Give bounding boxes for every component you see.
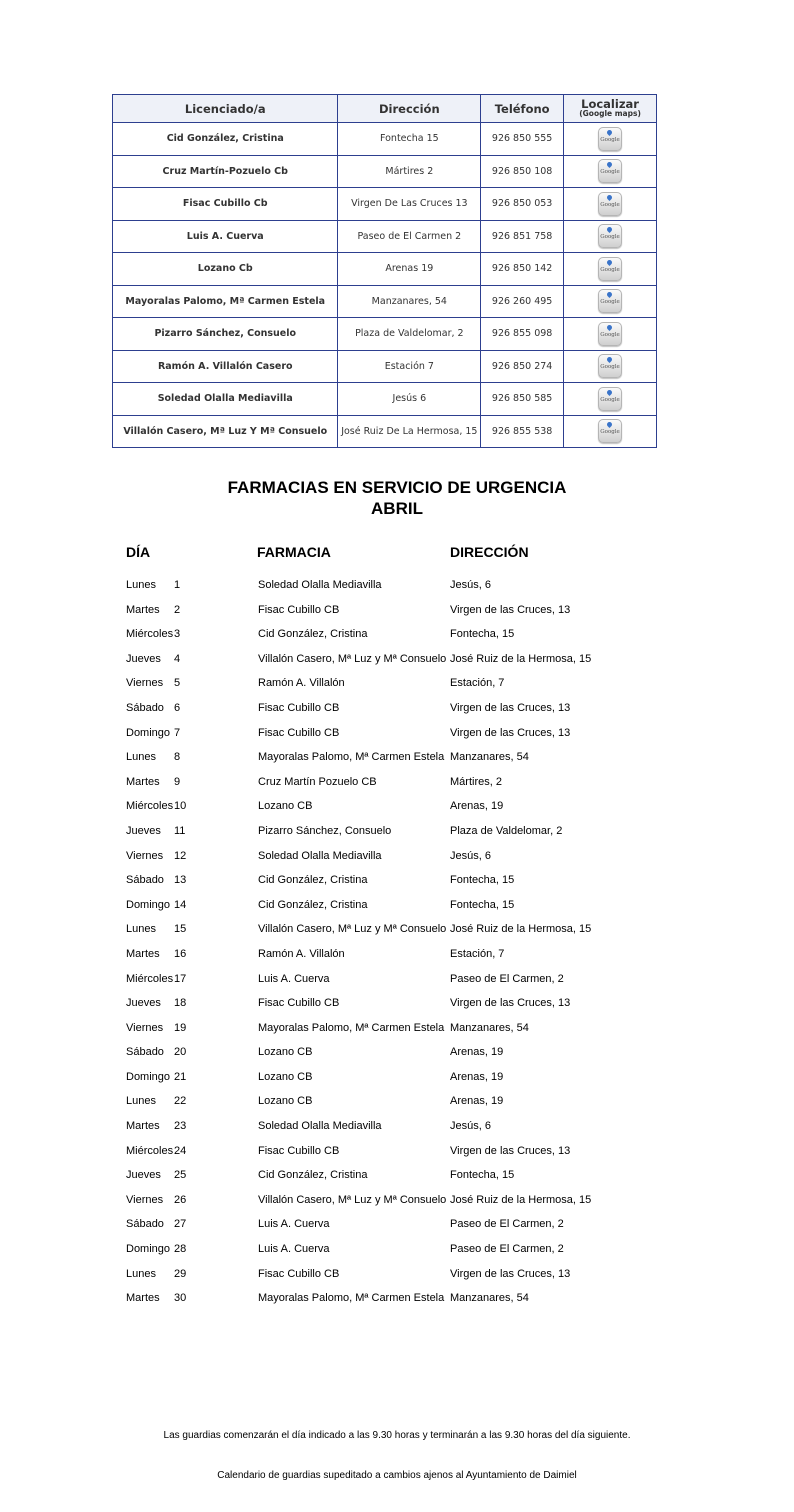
localizar-cell <box>564 188 657 221</box>
schedule-address: Virgen de las Cruces, 13 <box>450 726 571 739</box>
map-pin-icon <box>606 226 613 233</box>
schedule-day: Lunes <box>126 1095 156 1108</box>
schedule-row <box>0 945 794 970</box>
schedule-pharmacy: Lozano CB <box>258 1070 313 1083</box>
map-pin-icon <box>606 259 613 266</box>
schedule-date: 11 <box>174 824 186 837</box>
google-icon-label: Google <box>600 266 620 273</box>
schedule-address: Virgen de las Cruces, 13 <box>450 701 571 714</box>
schedule-pharmacy: Luis A. Cuerva <box>258 1218 330 1231</box>
pharmacist-name: Pizarro Sánchez, Consuelo <box>113 318 338 351</box>
schedule-date: 25 <box>174 1169 187 1182</box>
schedule-day: Domingo <box>126 898 171 911</box>
google-icon-label: Google <box>600 396 620 403</box>
schedule-row <box>0 1019 794 1044</box>
schedule-pharmacy: Ramón A. Villalón <box>258 947 345 960</box>
map-pin-icon <box>606 356 613 363</box>
google-maps-icon[interactable] <box>598 419 622 443</box>
schedule-row <box>0 1215 794 1240</box>
map-pin-icon <box>606 421 613 428</box>
schedule-row <box>0 674 794 699</box>
schedule-date: 30 <box>174 1292 187 1305</box>
footer-note-hours: Las guardias comenzarán el día indicado a las 9.30 horas y terminarán a las 9.30 horas del día siguiente. <box>163 1430 631 1441</box>
pharmacist-name: Cruz Martín-Pozuelo Cb <box>113 155 338 188</box>
header-direccion: Dirección <box>338 95 481 123</box>
table-row <box>113 123 657 156</box>
schedule-header-farmacia: FARMACIA <box>257 544 331 560</box>
schedule-day: Jueves <box>126 824 161 837</box>
schedule-pharmacy: Lozano CB <box>258 1046 313 1059</box>
schedule-date: 26 <box>174 1193 187 1206</box>
schedule-address: Mártires, 2 <box>450 775 502 788</box>
schedule-date: 27 <box>174 1218 187 1231</box>
schedule-day: Miércoles <box>126 800 174 813</box>
schedule-day: Martes <box>126 603 160 616</box>
header-localizar <box>564 95 657 123</box>
pharmacy-address: Fontecha 15 <box>338 123 481 156</box>
table-row <box>113 350 657 383</box>
schedule-date: 2 <box>174 603 181 616</box>
schedule-row <box>0 920 794 945</box>
schedule-day: Martes <box>126 1120 160 1133</box>
schedule-date: 16 <box>174 947 187 960</box>
schedule-day: Sábado <box>126 1046 164 1059</box>
schedule-address: Fontecha, 15 <box>450 898 515 911</box>
localizar-cell <box>564 123 657 156</box>
map-pin-icon <box>606 324 613 331</box>
schedule-day: Miércoles <box>126 628 174 641</box>
schedule-pharmacy: Fisac Cubillo CB <box>258 603 340 616</box>
schedule-pharmacy: Soledad Olalla Mediavilla <box>258 579 382 591</box>
google-maps-icon[interactable] <box>598 257 622 281</box>
schedule-list <box>0 576 794 1314</box>
pharmacy-phone: 926 260 495 <box>481 285 564 318</box>
schedule-day: Jueves <box>126 652 161 665</box>
pharmacist-name: Villalón Casero, Mª Luz Y Mª Consuelo <box>113 415 338 448</box>
localizar-cell <box>564 383 657 416</box>
pharmacy-phone: 926 855 098 <box>481 318 564 351</box>
pharmacy-table-body <box>113 123 657 448</box>
google-maps-icon[interactable] <box>598 159 622 183</box>
pharmacist-name: Luis A. Cuerva <box>113 220 338 253</box>
schedule-row <box>0 601 794 626</box>
schedule-date: 23 <box>174 1120 187 1133</box>
header-localizar-sub: (Google maps) <box>579 108 641 118</box>
schedule-day: Domingo <box>126 1070 171 1083</box>
schedule-row <box>0 576 794 601</box>
schedule-pharmacy: Fisac Cubillo CB <box>258 997 340 1010</box>
google-icon-label: Google <box>600 331 620 338</box>
pharmacy-address: Jesús 6 <box>338 383 481 416</box>
schedule-row <box>0 822 794 847</box>
pharmacy-phone: 926 850 585 <box>481 383 564 416</box>
schedule-pharmacy: Fisac Cubillo CB <box>258 701 340 714</box>
schedule-date: 18 <box>174 997 187 1010</box>
schedule-pharmacy: Cid González, Cristina <box>258 874 368 887</box>
localizar-cell <box>564 155 657 188</box>
schedule-date: 5 <box>174 677 181 690</box>
schedule-address: Plaza de Valdelomar, 2 <box>450 824 563 837</box>
map-pin-icon <box>606 194 613 201</box>
schedule-address: Virgen de las Cruces, 13 <box>450 603 571 616</box>
schedule-row <box>0 797 794 822</box>
schedule-address: Arenas, 19 <box>450 800 504 813</box>
schedule-date: 14 <box>174 898 187 911</box>
schedule-row <box>0 1043 794 1068</box>
schedule-pharmacy: Mayoralas Palomo, Mª Carmen Estela <box>258 1021 445 1034</box>
schedule-address: Virgen de las Cruces, 13 <box>450 997 571 1010</box>
schedule-day: Viernes <box>126 677 164 690</box>
schedule-address: Estación, 7 <box>450 947 505 960</box>
schedule-row <box>0 650 794 675</box>
map-pin-icon <box>606 129 613 136</box>
schedule-day: Sábado <box>126 1218 164 1231</box>
schedule-header-dia: DÍA <box>126 544 151 560</box>
google-icon-label: Google <box>600 169 620 176</box>
header-localizar-label: Localizar <box>581 96 639 111</box>
schedule-date: 21 <box>174 1070 187 1083</box>
schedule-address: Fontecha, 15 <box>450 874 515 887</box>
schedule-day: Domingo <box>126 1243 171 1256</box>
schedule-day: Lunes <box>126 579 156 591</box>
pharmacy-table <box>112 94 657 448</box>
schedule-address: Manzanares, 54 <box>450 1292 529 1305</box>
schedule-day: Domingo <box>126 726 171 739</box>
schedule-day: Martes <box>126 947 160 960</box>
google-maps-icon[interactable] <box>598 127 622 151</box>
schedule-day: Lunes <box>126 923 156 936</box>
schedule-pharmacy: Fisac Cubillo CB <box>258 1267 340 1280</box>
schedule-date: 8 <box>174 751 181 764</box>
schedule-pharmacy: Lozano CB <box>258 800 313 813</box>
google-maps-icon[interactable] <box>598 224 622 248</box>
schedule-date: 10 <box>174 800 187 813</box>
schedule-address: Fontecha, 15 <box>450 628 515 641</box>
pharmacy-phone: 926 850 108 <box>481 155 564 188</box>
schedule-row <box>0 994 794 1019</box>
table-row <box>113 318 657 351</box>
schedule-day: Sábado <box>126 701 164 714</box>
table-row <box>113 155 657 188</box>
schedule-day: Sábado <box>126 874 164 887</box>
schedule-day: Jueves <box>126 1169 161 1182</box>
schedule-date: 6 <box>174 701 181 714</box>
schedule-row <box>0 625 794 650</box>
pharmacist-name: Mayoralas Palomo, Mª Carmen Estela <box>113 285 338 318</box>
schedule-date: 20 <box>174 1046 187 1059</box>
schedule-pharmacy: Luis A. Cuerva <box>258 1243 330 1256</box>
schedule-day: Martes <box>126 775 160 788</box>
google-icon-label: Google <box>600 136 620 143</box>
pharmacist-name: Fisac Cubillo Cb <box>113 188 338 221</box>
schedule-address: Jesús, 6 <box>450 1120 491 1133</box>
schedule-address: Paseo de El Carmen, 2 <box>450 972 564 985</box>
schedule-address: José Ruiz de la Hermosa, 15 <box>450 1193 592 1206</box>
pharmacist-name: Ramón A. Villalón Casero <box>113 350 338 383</box>
google-maps-icon[interactable] <box>598 387 622 411</box>
schedule-day: Lunes <box>126 751 156 764</box>
pharmacy-address: Mártires 2 <box>338 155 481 188</box>
localizar-cell <box>564 350 657 383</box>
pharmacy-phone: 926 850 142 <box>481 253 564 286</box>
schedule-header-direccion: DIRECCIÓN <box>450 544 529 560</box>
schedule-address: Virgen de las Cruces, 13 <box>450 1144 571 1157</box>
schedule-date: 17 <box>174 972 187 985</box>
schedule-pharmacy: Villalón Casero, Mª Luz y Mª Consuelo <box>258 652 447 665</box>
map-pin-icon <box>606 389 613 396</box>
schedule-row <box>0 896 794 921</box>
schedule-row <box>0 699 794 724</box>
schedule-pharmacy: Cid González, Cristina <box>258 628 368 641</box>
schedule-address: Arenas, 19 <box>450 1046 504 1059</box>
google-icon-label: Google <box>600 201 620 208</box>
schedule-date: 3 <box>174 628 181 641</box>
localizar-cell <box>564 415 657 448</box>
pharmacy-address: José Ruiz De La Hermosa, 15 <box>338 415 481 448</box>
schedule-pharmacy: Soledad Olalla Mediavilla <box>258 1120 382 1133</box>
pharmacy-address: Virgen De Las Cruces 13 <box>338 188 481 221</box>
google-maps-icon[interactable] <box>598 192 622 216</box>
schedule-day: Lunes <box>126 1267 156 1280</box>
pharmacy-address: Plaza de Valdelomar, 2 <box>338 318 481 351</box>
schedule-date: 4 <box>174 652 181 665</box>
pharmacy-address: Paseo de El Carmen 2 <box>338 220 481 253</box>
schedule-row <box>0 970 794 995</box>
pharmacist-name: Cid González, Cristina <box>113 123 338 156</box>
schedule-pharmacy: Villalón Casero, Mª Luz y Mª Consuelo <box>258 923 447 936</box>
schedule-pharmacy: Soledad Olalla Mediavilla <box>258 849 382 862</box>
schedule-row <box>0 1265 794 1290</box>
localizar-cell <box>564 285 657 318</box>
schedule-row <box>0 1166 794 1191</box>
schedule-row <box>0 1289 794 1314</box>
page-title: FARMACIAS EN SERVICIO DE URGENCIA <box>227 478 567 497</box>
schedule-pharmacy: Fisac Cubillo CB <box>258 1144 340 1157</box>
pharmacy-address: Arenas 19 <box>338 253 481 286</box>
schedule-pharmacy: Cruz Martín Pozuelo CB <box>258 775 377 788</box>
google-maps-icon[interactable] <box>598 322 622 346</box>
map-pin-icon <box>606 161 613 168</box>
schedule-address: Arenas, 19 <box>450 1070 504 1083</box>
schedule-row <box>0 1240 794 1265</box>
schedule-address: Fontecha, 15 <box>450 1169 515 1182</box>
localizar-cell <box>564 220 657 253</box>
pharmacy-address: Manzanares, 54 <box>338 285 481 318</box>
schedule-pharmacy: Luis A. Cuerva <box>258 972 330 985</box>
google-maps-icon[interactable] <box>598 354 622 378</box>
schedule-pharmacy: Cid González, Cristina <box>258 898 368 911</box>
schedule-pharmacy: Fisac Cubillo CB <box>258 726 340 739</box>
table-row <box>113 285 657 318</box>
pharmacy-phone: 926 850 555 <box>481 123 564 156</box>
schedule-date: 29 <box>174 1267 187 1280</box>
schedule-date: 13 <box>174 874 187 887</box>
page-subtitle-month: ABRIL <box>371 499 423 518</box>
schedule-date: 19 <box>174 1021 187 1034</box>
schedule-pharmacy: Ramón A. Villalón <box>258 677 345 690</box>
schedule-date: 9 <box>174 775 181 788</box>
schedule-pharmacy: Cid González, Cristina <box>258 1169 368 1182</box>
table-row <box>113 415 657 448</box>
pharmacist-name: Soledad Olalla Mediavilla <box>113 383 338 416</box>
schedule-address: Jesús, 6 <box>450 579 491 591</box>
schedule-day: Martes <box>126 1292 160 1305</box>
schedule-day: Jueves <box>126 997 161 1010</box>
schedule-address: Paseo de El Carmen, 2 <box>450 1243 564 1256</box>
pharmacy-phone: 926 855 538 <box>481 415 564 448</box>
table-row <box>113 383 657 416</box>
schedule-address: Arenas, 19 <box>450 1095 504 1108</box>
schedule-row <box>0 1068 794 1093</box>
table-row <box>113 188 657 221</box>
header-licenciado: Licenciado/a <box>113 95 338 123</box>
google-maps-icon[interactable] <box>598 289 622 313</box>
google-icon-label: Google <box>600 234 620 241</box>
map-pin-icon <box>606 291 613 298</box>
google-icon-label: Google <box>600 299 620 306</box>
schedule-address: Estación, 7 <box>450 677 505 690</box>
schedule-date: 22 <box>174 1095 187 1108</box>
schedule-date: 12 <box>174 849 187 862</box>
schedule-row <box>0 748 794 773</box>
schedule-row <box>0 1142 794 1167</box>
google-icon-label: Google <box>600 364 620 371</box>
schedule-address: Manzanares, 54 <box>450 751 529 764</box>
schedule-address: Paseo de El Carmen, 2 <box>450 1218 564 1231</box>
schedule-row <box>0 1191 794 1216</box>
table-header-row <box>113 95 657 123</box>
schedule-address: José Ruiz de la Hermosa, 15 <box>450 652 592 665</box>
schedule-date: 24 <box>174 1144 187 1157</box>
schedule-pharmacy: Mayoralas Palomo, Mª Carmen Estela <box>258 751 445 764</box>
schedule-row <box>0 1117 794 1142</box>
schedule-address: Virgen de las Cruces, 13 <box>450 1267 571 1280</box>
schedule-pharmacy: Lozano CB <box>258 1095 313 1108</box>
schedule-row <box>0 773 794 798</box>
pharmacy-phone: 926 850 274 <box>481 350 564 383</box>
schedule-address: Manzanares, 54 <box>450 1021 529 1034</box>
schedule-day: Viernes <box>126 1021 164 1034</box>
pharmacy-phone: 926 850 053 <box>481 188 564 221</box>
table-row <box>113 220 657 253</box>
schedule-row <box>0 847 794 872</box>
schedule-row <box>0 1092 794 1117</box>
schedule-row <box>0 724 794 749</box>
header-telefono: Teléfono <box>481 95 564 123</box>
pharmacy-phone: 926 851 758 <box>481 220 564 253</box>
schedule-pharmacy: Villalón Casero, Mª Luz y Mª Consuelo <box>258 1193 447 1206</box>
schedule-address: Jesús, 6 <box>450 849 491 862</box>
localizar-cell <box>564 253 657 286</box>
schedule-day: Miércoles <box>126 972 174 985</box>
schedule-row <box>0 871 794 896</box>
schedule-day: Miércoles <box>126 1144 174 1157</box>
schedule-address: José Ruiz de la Hermosa, 15 <box>450 923 592 936</box>
localizar-cell <box>564 318 657 351</box>
pharmacy-address: Estación 7 <box>338 350 481 383</box>
google-icon-label: Google <box>600 429 620 436</box>
pharmacist-name: Lozano Cb <box>113 253 338 286</box>
schedule-date: 15 <box>174 923 187 936</box>
schedule-pharmacy: Pizarro Sánchez, Consuelo <box>258 824 392 837</box>
schedule-day: Viernes <box>126 1193 164 1206</box>
schedule-date: 28 <box>174 1243 187 1256</box>
schedule-date: 1 <box>174 579 181 591</box>
schedule-pharmacy: Mayoralas Palomo, Mª Carmen Estela <box>258 1292 445 1305</box>
footer-note-disclaimer: Calendario de guardias supeditado a cambios ajenos al Ayuntamiento de Daimiel <box>217 1470 577 1481</box>
schedule-day: Viernes <box>126 849 164 862</box>
table-row <box>113 253 657 286</box>
schedule-date: 7 <box>174 726 181 739</box>
